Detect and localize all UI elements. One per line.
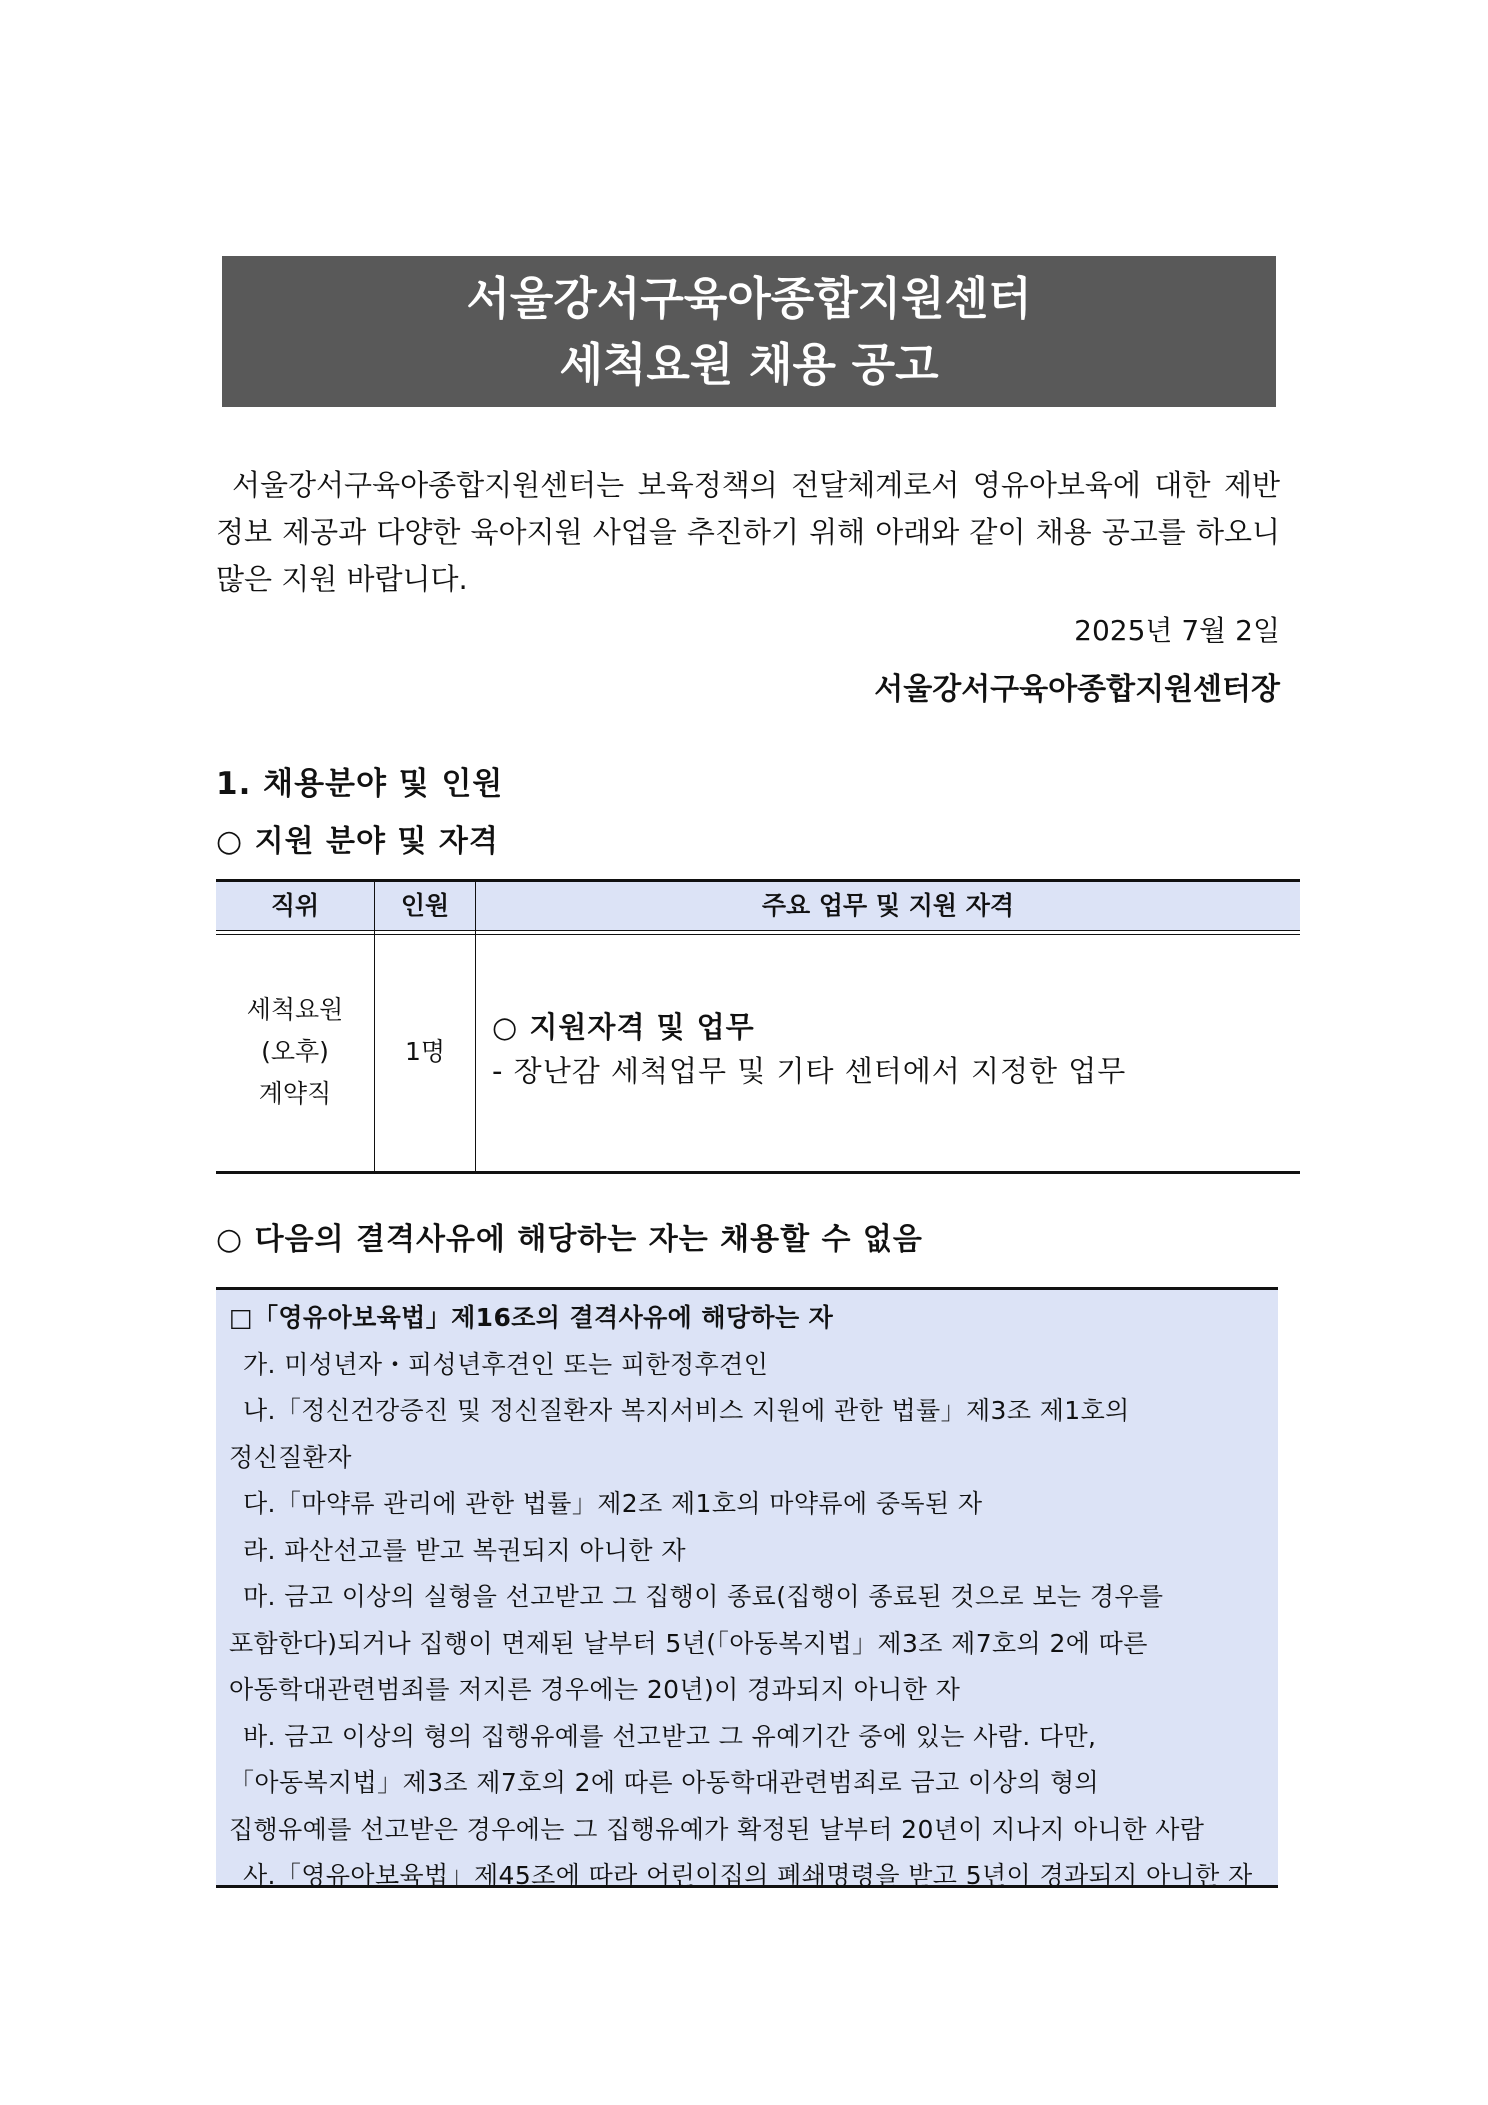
disqualification-heading: ○ 다음의 결격사유에 해당하는 자는 채용할 수 없음 bbox=[216, 1222, 923, 1257]
list-item: 마. 금고 이상의 실형을 선고받고 그 집행이 종료(집행이 종료된 것으로 보는 경우를 bbox=[243, 1582, 1164, 1611]
section-1-subheading: ○ 지원 분야 및 자격 bbox=[216, 824, 499, 859]
table-header-divider bbox=[216, 934, 1300, 935]
title-line-1: 서울강서구육아종합지원센터 bbox=[466, 272, 1032, 325]
list-item: 「아동복지법」제3조 제7호의 2에 따른 아동학대관련범죄로 금고 이상의 형의 bbox=[229, 1768, 1100, 1797]
intro-paragraph bbox=[216, 462, 1280, 603]
list-item: 포함한다)되거나 집행이 면제된 날부터 5년(「아동복지법」제3조 제7호의 2에 따른 bbox=[229, 1628, 1148, 1658]
section-1-heading: 1. 채용분야 및 인원 bbox=[216, 766, 504, 802]
position-line: 계약직 bbox=[258, 1079, 332, 1108]
list-item: 나.「정신건강증진 및 정신질환자 복지서비스 지원에 관한 법률」제3조 제1호의 bbox=[243, 1396, 1130, 1425]
duties-cell bbox=[492, 1005, 1126, 1093]
position-cell bbox=[216, 989, 374, 1115]
list-item: 바. 금고 이상의 형의 집행유예를 선고받고 그 유예기간 중에 있는 사람. 다만, bbox=[243, 1721, 1097, 1751]
list-item: 사.「영유아보육법」제45조에 따라 어린이집의 폐쇄명령을 받고 5년이 경과되지 아니한 자 bbox=[243, 1861, 1253, 1890]
header-count: 인원 bbox=[400, 891, 450, 920]
list-item: 다.「마약류 관리에 관한 법률」제2조 제1호의 마약류에 중독된 자 bbox=[243, 1489, 983, 1518]
list-item: 집행유예를 선고받은 경우에는 그 집행유예가 확정된 날부터 20년이 지나지 아니한 사람 bbox=[229, 1814, 1205, 1844]
disqualification-list bbox=[229, 1295, 1269, 1900]
duties-item: - 장난감 세척업무 및 기타 센터에서 지정한 업무 bbox=[492, 1054, 1127, 1088]
list-item: 아동학대관련범죄를 저지른 경우에는 20년)이 경과되지 아니한 자 bbox=[229, 1675, 961, 1704]
list-item: 정신질환자 bbox=[229, 1442, 352, 1472]
count-cell: 1명 bbox=[404, 1037, 446, 1066]
header-duties: 주요 업무 및 지원 자격 bbox=[761, 891, 1015, 920]
list-item: 가. 미성년자・피성년후견인 또는 피한정후견인 bbox=[243, 1349, 769, 1379]
duties-heading: ○ 지원자격 및 업무 bbox=[492, 1010, 755, 1044]
position-line: 세척요원 bbox=[246, 995, 344, 1024]
list-item: □「영유아보육법」제16조의 결격사유에 해당하는 자 bbox=[229, 1303, 834, 1332]
disqualification-box bbox=[216, 1287, 1278, 1889]
title-line-2: 세척요원 채용 공고 bbox=[559, 338, 939, 391]
recruitment-table bbox=[216, 879, 1300, 1174]
list-item: 라. 파산선고를 받고 복권되지 아니한 자 bbox=[243, 1535, 686, 1565]
table-header-divider bbox=[216, 930, 1300, 931]
title-banner bbox=[222, 256, 1276, 407]
position-line: (오후) bbox=[261, 1037, 329, 1066]
signer: 서울강서구육아종합지원센터장 bbox=[874, 672, 1280, 707]
intro-text: 서울강서구육아종합지원센터는 보육정책의 전달체계로서 영유아보육에 대한 제반 정보 제공과 다양한 육아지원 사업을 추진하기 위해 아래와 같이 채용 공고를 하오니 많은 지원 바랍니다. bbox=[216, 468, 1280, 596]
header-position: 직위 bbox=[270, 891, 320, 920]
table-bottom-border bbox=[216, 1171, 1300, 1174]
notice-date: 2025년 7월 2일 bbox=[1074, 614, 1280, 647]
